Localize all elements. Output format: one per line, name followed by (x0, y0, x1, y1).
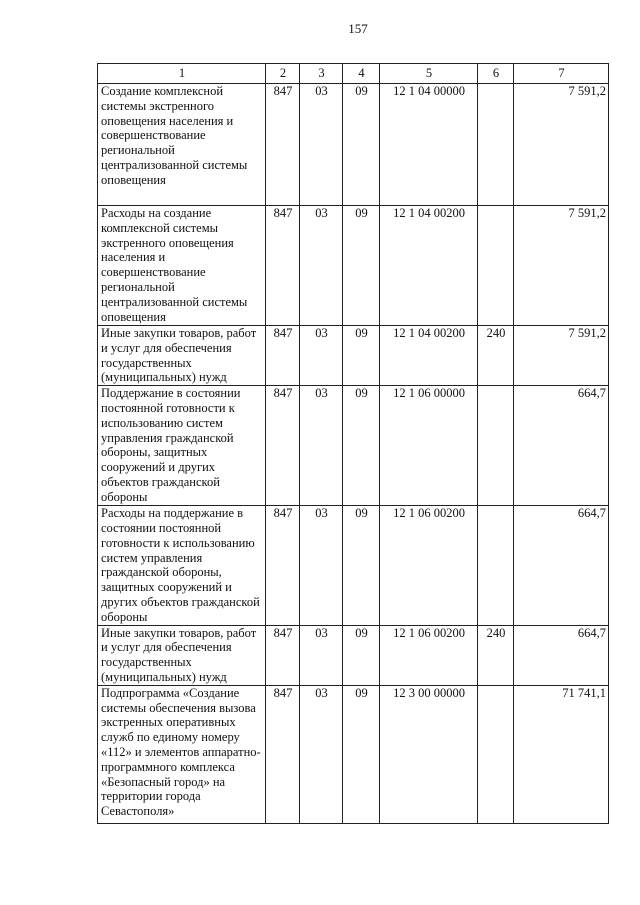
amount: 71 741,1 (514, 685, 609, 823)
section-code: 03 (300, 685, 343, 823)
table-row (98, 506, 609, 625)
ministry-code: 847 (266, 84, 300, 206)
target-article-code: 12 1 06 00200 (380, 625, 478, 685)
column-header: 3 (300, 64, 343, 84)
subsection-code: 09 (343, 326, 380, 386)
table-row (98, 685, 609, 823)
subsection-code: 09 (343, 206, 380, 326)
target-article-code: 12 3 00 00000 (380, 685, 478, 823)
amount: 7 591,2 (514, 326, 609, 386)
row-name: Подпрограмма «Создание системы обеспечения вызова экстренных оперативных служб по единому номеру «112» и элементов аппаратно-программного комплекса «Безопасный город» на территории города Севастополя» (98, 685, 266, 823)
subsection-code: 09 (343, 386, 380, 506)
target-article-code: 12 1 04 00000 (380, 84, 478, 206)
budget-table (97, 63, 609, 824)
table-row (98, 326, 609, 386)
subsection-code: 09 (343, 84, 380, 206)
column-header: 2 (266, 64, 300, 84)
amount: 664,7 (514, 506, 609, 625)
row-name: Расходы на создание комплексной системы экстренного оповещения населения и совершенствование региональной централизованной системы оповещения (98, 206, 266, 326)
ministry-code: 847 (266, 625, 300, 685)
section-code: 03 (300, 84, 343, 206)
column-header: 5 (380, 64, 478, 84)
ministry-code: 847 (266, 206, 300, 326)
amount: 664,7 (514, 625, 609, 685)
expense-type-code (478, 506, 514, 625)
amount: 7 591,2 (514, 206, 609, 326)
table-row (98, 386, 609, 506)
amount: 7 591,2 (514, 84, 609, 206)
row-name: Поддержание в состоянии постоянной готовности к использованию систем управления гражданской обороны, защитных сооружений и других объектов гражданской обороны (98, 386, 266, 506)
page-number: 157 (348, 21, 368, 36)
section-code: 03 (300, 206, 343, 326)
target-article-code: 12 1 04 00200 (380, 326, 478, 386)
ministry-code: 847 (266, 506, 300, 625)
row-name: Создание комплексной системы экстренного оповещения населения и совершенствование региональной централизованной системы оповещения (98, 84, 266, 206)
column-header: 6 (478, 64, 514, 84)
amount: 664,7 (514, 386, 609, 506)
table-row (98, 206, 609, 326)
ministry-code: 847 (266, 386, 300, 506)
section-code: 03 (300, 506, 343, 625)
expense-type-code (478, 84, 514, 206)
subsection-code: 09 (343, 506, 380, 625)
column-header: 7 (514, 64, 609, 84)
column-header: 4 (343, 64, 380, 84)
section-code: 03 (300, 386, 343, 506)
subsection-code: 09 (343, 625, 380, 685)
target-article-code: 12 1 06 00000 (380, 386, 478, 506)
table-row (98, 625, 609, 685)
expense-type-code (478, 685, 514, 823)
target-article-code: 12 1 04 00200 (380, 206, 478, 326)
subsection-code: 09 (343, 685, 380, 823)
expense-type-code: 240 (478, 326, 514, 386)
row-name: Иные закупки товаров, работ и услуг для обеспечения государственных (муниципальных) нужд (98, 625, 266, 685)
section-code: 03 (300, 625, 343, 685)
column-header: 1 (98, 64, 266, 84)
expense-type-code: 240 (478, 625, 514, 685)
ministry-code: 847 (266, 326, 300, 386)
expense-type-code (478, 206, 514, 326)
table-header-row (98, 64, 609, 84)
ministry-code: 847 (266, 685, 300, 823)
row-name: Расходы на поддержание в состоянии постоянной готовности к использованию систем управления гражданской обороны, защитных сооружений и других объектов гражданской обороны (98, 506, 266, 625)
target-article-code: 12 1 06 00200 (380, 506, 478, 625)
row-name: Иные закупки товаров, работ и услуг для обеспечения государственных (муниципальных) нужд (98, 326, 266, 386)
section-code: 03 (300, 326, 343, 386)
expense-type-code (478, 386, 514, 506)
table-row (98, 84, 609, 206)
